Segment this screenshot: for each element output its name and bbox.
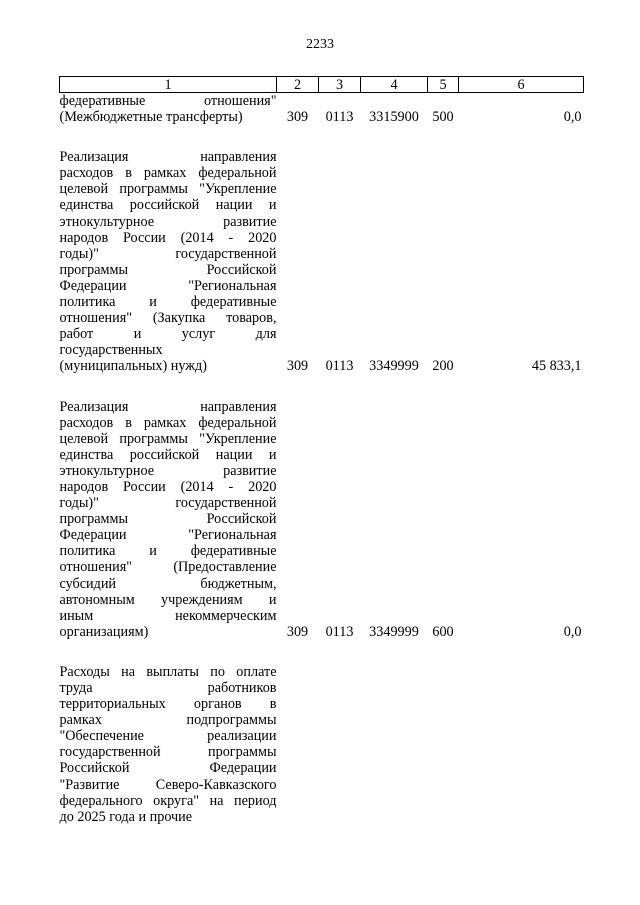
table-row: [60, 149, 584, 374]
description-line: народов России (2014 - 2020: [59, 478, 277, 495]
table-row: [60, 93, 584, 126]
cell-c3: 0113: [325, 623, 354, 640]
row-spacer-cell: [60, 375, 584, 399]
description-line: "Обеспечение реализации: [59, 728, 277, 745]
budget-table: [59, 76, 584, 825]
description-line: единства российской нации и: [59, 446, 277, 463]
cell-c6: [459, 664, 584, 825]
description-line: отношения" (Предоставление: [59, 559, 277, 576]
row-description: [60, 399, 277, 640]
page-number: 2233: [306, 37, 334, 52]
description-line: государственной программы: [59, 744, 277, 761]
description-line: годы)" государственной: [59, 495, 277, 512]
description-line: политика и федеративные: [59, 543, 277, 560]
cell-c3: 0113: [325, 358, 354, 375]
description-line: организациям): [59, 623, 149, 640]
row-spacer-cell: [60, 125, 584, 149]
table-row: [60, 664, 584, 825]
row-spacer: [60, 375, 584, 399]
description-line: рамках подпрограммы: [59, 712, 277, 729]
cell-c3: [319, 664, 361, 825]
description-line: Федерации "Региональная: [59, 277, 277, 294]
description-line: этнокультурное развитие: [59, 462, 277, 479]
cell-c3: 0113: [325, 109, 354, 126]
header-row: [60, 77, 584, 93]
description-line: отношения" (Закупка товаров,: [59, 310, 277, 327]
description-line: труда работников: [59, 680, 277, 696]
row-description: [60, 93, 277, 126]
cell-c5: [428, 664, 459, 825]
description-line: субсидий бюджетным,: [59, 575, 277, 592]
cell-c5: 200: [432, 358, 454, 375]
cell-c2: 309: [286, 358, 309, 375]
description-line: целевой программы "Укрепление: [59, 181, 277, 198]
row-description: [60, 149, 277, 374]
description-line: работ и услуг для: [59, 326, 277, 343]
description-line: целевой программы "Укрепление: [59, 430, 277, 447]
description-line: "Развитие Северо-Кавказского: [59, 776, 277, 793]
description-line: этнокультурное развитие: [59, 213, 277, 230]
description-line: иным некоммерческим: [59, 607, 277, 624]
description-line: политика и федеративные: [59, 294, 277, 311]
column-header-6: 6: [459, 77, 584, 93]
description-line: Расходы на выплаты по оплате: [59, 663, 277, 680]
description-line: расходов в рамках федеральной: [59, 414, 277, 431]
cell-c5: 500: [432, 109, 454, 126]
description-line: Реализация направления: [59, 149, 277, 166]
row-spacer-cell: [60, 640, 584, 664]
column-header-5: 5: [428, 77, 459, 93]
cell-c6: 45 833,1: [531, 358, 582, 375]
description-line: Российской Федерации: [59, 760, 277, 777]
row-spacer: [60, 640, 584, 664]
cell-c6: 0,0: [563, 109, 582, 126]
description-line: годы)" государственной: [59, 245, 277, 262]
description-line: автономным учреждениям и: [59, 591, 277, 608]
column-header-4: 4: [361, 77, 428, 93]
description-line: расходов в рамках федеральной: [59, 165, 277, 182]
cell-c2: 309: [286, 623, 309, 640]
description-line: единства российской нации и: [59, 197, 277, 214]
cell-c4: 3349999: [369, 623, 419, 640]
description-line: Федерации "Региональная: [59, 527, 277, 544]
cell-c2: 309: [286, 109, 309, 126]
description-line: (Межбюджетные трансферты): [59, 109, 243, 126]
row-spacer: [60, 125, 584, 149]
table-row: [60, 399, 584, 640]
description-line: территориальных органов в: [59, 696, 277, 713]
description-line: программы Российской: [59, 261, 277, 278]
table-body: [60, 93, 584, 825]
description-line: программы Российской: [59, 511, 277, 528]
description-line: народов России (2014 - 2020: [59, 229, 277, 246]
description-line: (муниципальных) нужд): [59, 358, 207, 375]
cell-c6: 0,0: [563, 623, 582, 640]
row-description: [60, 664, 277, 825]
cell-c4: 3349999: [369, 358, 419, 375]
column-header-2: 2: [277, 77, 319, 93]
cell-c2: [277, 664, 319, 825]
cell-c4: 3315900: [369, 109, 419, 126]
cell-c5: 600: [432, 623, 454, 640]
column-header-3: 3: [319, 77, 361, 93]
description-line: Реализация направления: [59, 398, 277, 415]
description-line: до 2025 года и прочие: [59, 808, 193, 825]
cell-c4: [361, 664, 428, 825]
description-line: государственных: [59, 342, 163, 359]
description-line: федеративные отношения": [59, 93, 277, 109]
description-line: федерального округа" на период: [59, 792, 277, 809]
column-header-1: 1: [60, 77, 277, 93]
